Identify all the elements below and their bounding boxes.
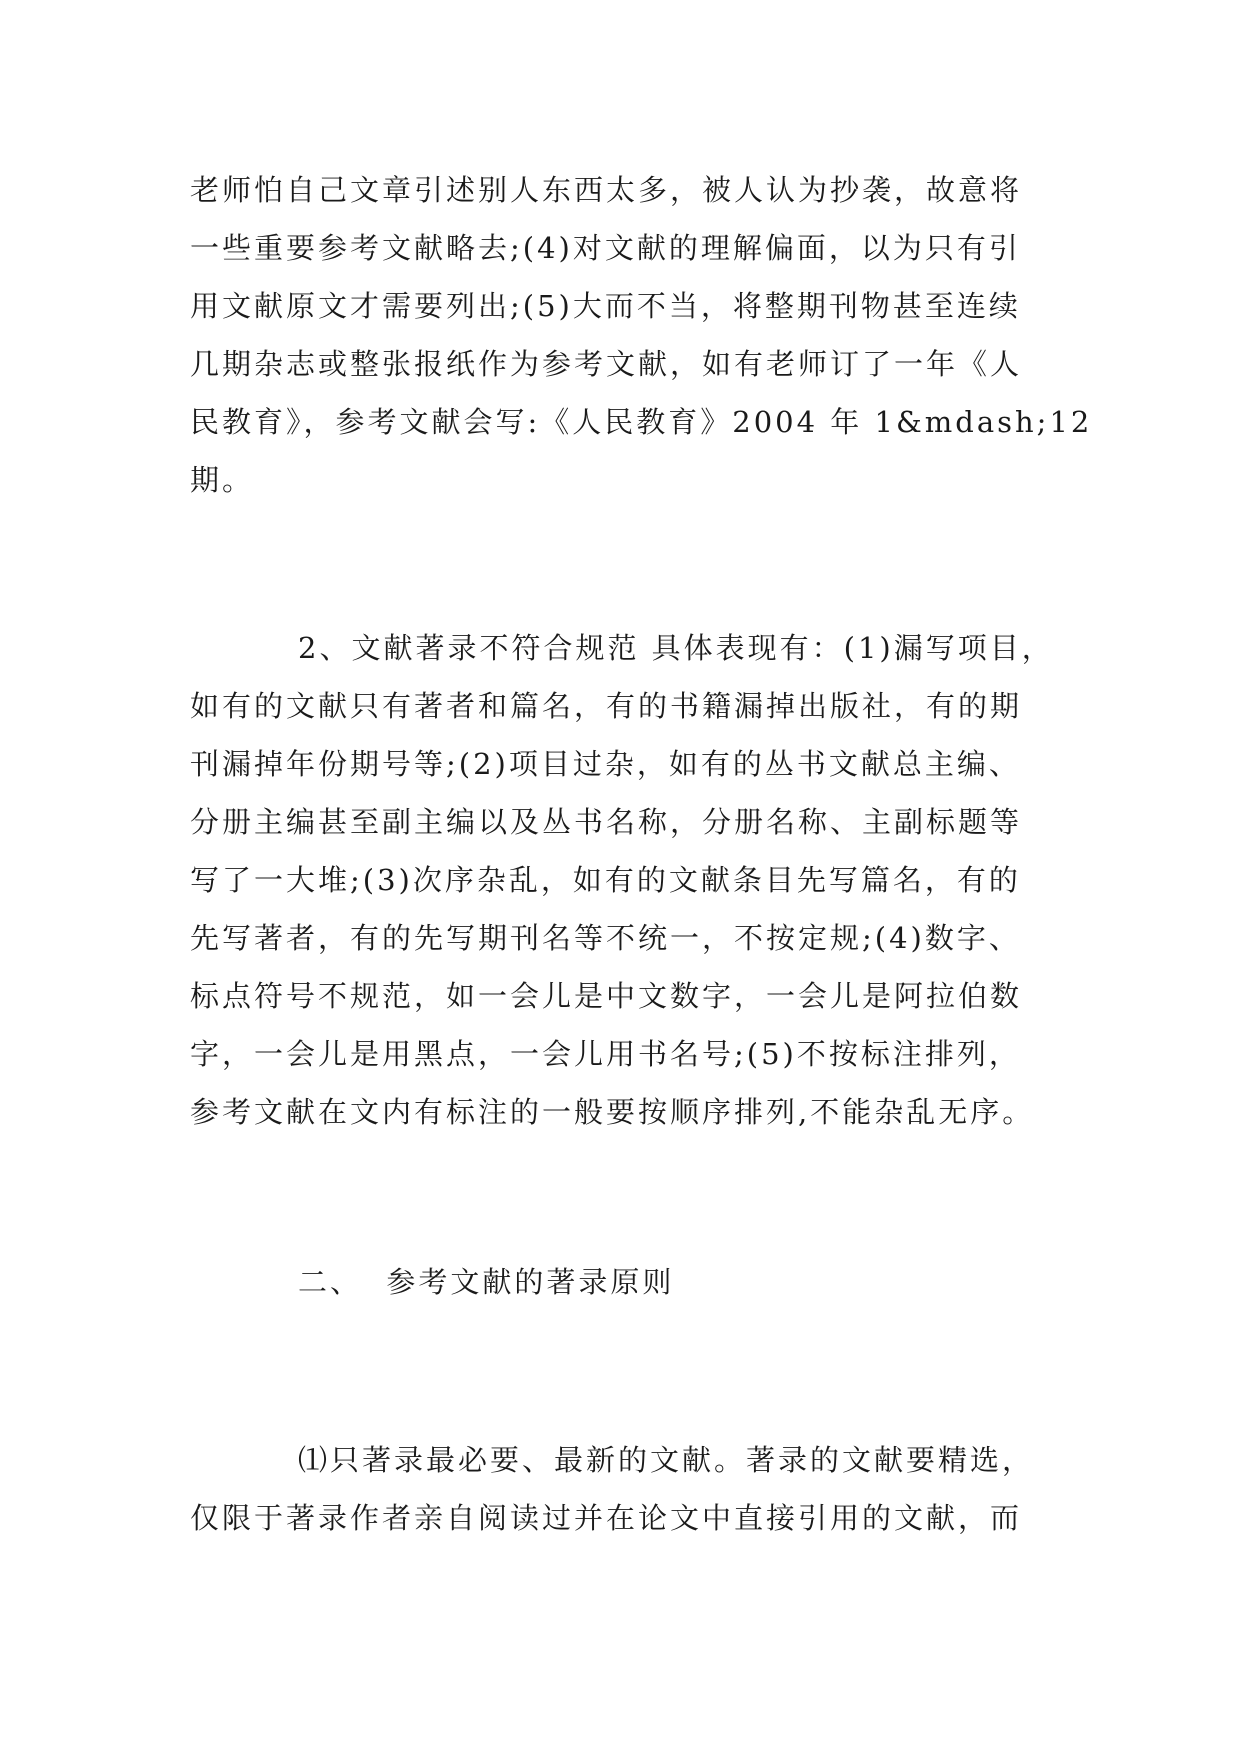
paragraph2-line-2: 如有的文献只有著者和篇名，有的书籍漏掉出版社，有的期: [190, 689, 1023, 723]
paragraph1-line-1: 老师怕自己文章引述别人东西太多，被人认为抄袭，故意将: [190, 173, 1023, 207]
paragraph1-line-5: 民教育》，参考文献会写:《人民教育》2004 年 1&mdash;12: [190, 405, 1093, 439]
section-heading: 二、 参考文献的著录原则: [298, 1265, 675, 1299]
paragraph2-line-1: 2、文献著录不符合规范 具体表现有：(1)漏写项目，: [298, 631, 1054, 665]
paragraph2-line-4: 分册主编甚至副主编以及丛书名称，分册名称、主副标题等: [190, 805, 1023, 839]
paragraph1-line-6: 期。: [190, 463, 255, 497]
paragraph1-line-3: 用文献原文才需要列出;(5)大而不当，将整期刊物甚至连续: [190, 289, 1021, 323]
paragraph2-line-5: 写了一大堆;(3)次序杂乱，如有的文献条目先写篇名，有的: [190, 863, 1021, 897]
paragraph3-line-2: 仅限于著录作者亲自阅读过并在论文中直接引用的文献，而: [190, 1501, 1023, 1535]
paragraph2-line-6: 先写著者，有的先写期刊名等不统一，不按定规;(4)数字、: [190, 921, 1021, 955]
paragraph2-line-7: 标点符号不规范，如一会儿是中文数字，一会儿是阿拉伯数: [190, 979, 1023, 1013]
paragraph2-line-9: 参考文献在文内有标注的一般要按顺序排列,不能杂乱无序。: [190, 1095, 1035, 1129]
paragraph2-line-3: 刊漏掉年份期号等;(2)项目过杂，如有的丛书文献总主编、: [190, 747, 1021, 781]
paragraph1-line-2: 一些重要参考文献略去;(4)对文献的理解偏面，以为只有引: [190, 231, 1021, 265]
paragraph2-line-8: 字，一会儿是用黑点，一会儿用书名号;(5)不按标注排列，: [190, 1037, 1021, 1071]
paragraph1-line-4: 几期杂志或整张报纸作为参考文献，如有老师订了一年《人: [190, 347, 1023, 381]
paragraph3-line-1: ⑴只著录最必要、最新的文献。著录的文献要精选，: [298, 1443, 1035, 1477]
